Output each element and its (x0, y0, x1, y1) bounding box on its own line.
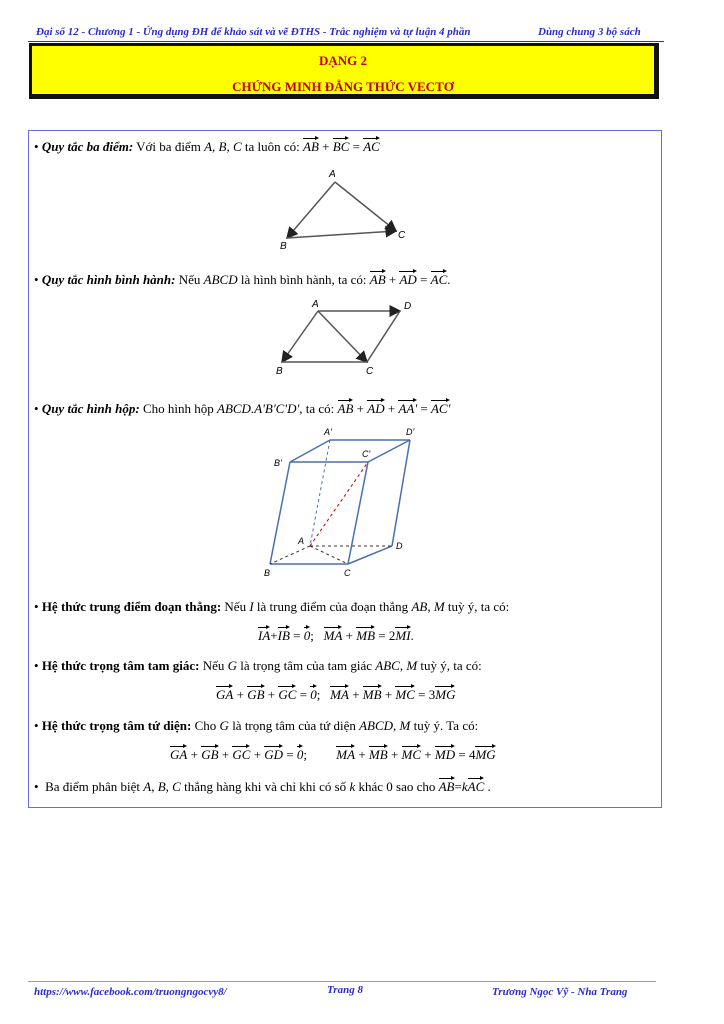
point-label: C (344, 568, 351, 578)
vector: GB (247, 687, 265, 702)
vector: AD (399, 272, 417, 287)
rule-label: Quy tắc hình bình hành: (41, 272, 176, 287)
edge (270, 462, 290, 564)
formula-tetrahedron-centroid (170, 745, 496, 763)
zero-vector: 0 (303, 628, 311, 643)
vector: MG (435, 687, 456, 702)
point-label: C' (362, 449, 371, 459)
rule-text: tuỳ ý, ta có: (447, 599, 510, 614)
hidden-edge (270, 546, 310, 564)
vector: AC (363, 139, 380, 154)
zero-vector: 0 (310, 687, 317, 702)
vector: MB (356, 628, 376, 643)
operator: + (388, 272, 397, 287)
math-var: G (219, 718, 229, 733)
operator: + (358, 747, 366, 762)
vector: AB (303, 139, 319, 154)
rule-text: Cho hình hộp (142, 401, 214, 416)
point-label: B (276, 366, 283, 377)
operator: = (352, 139, 360, 154)
vector: AC (430, 272, 448, 287)
punct: ; (303, 747, 308, 762)
math-name: ABCD.A'B'C'D' (217, 401, 300, 416)
vector: GC (278, 687, 297, 702)
vector: MC (401, 747, 422, 762)
formula-midpoint (258, 626, 414, 644)
vector: AC (467, 779, 485, 794)
point-label: A (312, 299, 319, 310)
operator: + (424, 747, 432, 762)
math-var: M (433, 599, 445, 614)
math-var: I (249, 599, 254, 614)
parallelogram-figure (270, 296, 420, 380)
point-label: B (264, 568, 271, 578)
rule-parallelogram (34, 270, 451, 288)
vector-BC (287, 231, 396, 238)
footer-author: Trương Ngọc Vỹ - Nha Trang (492, 986, 628, 998)
vector: AB (369, 272, 386, 287)
punct: , (393, 718, 397, 733)
vector: MI (395, 628, 411, 643)
vector: MA (323, 628, 343, 643)
punct: ; (316, 687, 321, 702)
rule-text: Cho (194, 718, 217, 733)
rule-text: Ba điểm phân biệt (45, 779, 141, 794)
vector-AB (287, 182, 335, 238)
point-label: D' (406, 427, 415, 437)
operator: + (356, 401, 365, 416)
vector: MC (395, 687, 415, 702)
rule-label: Quy tắc hình hộp: (41, 401, 140, 416)
punct: ; (310, 628, 314, 643)
vector: IA (258, 628, 271, 643)
rule-label: Hệ thức trung điểm đoạn thẳng: (41, 599, 222, 614)
title-line1: DẠNG 2 (318, 53, 368, 68)
point-label: D (404, 301, 412, 312)
operator: = (420, 272, 428, 287)
edge (348, 462, 368, 564)
operator: = (418, 687, 426, 702)
vector: AA' (398, 401, 418, 416)
operator: + (190, 747, 198, 762)
point-label: B (280, 241, 287, 252)
edge-DC (367, 311, 400, 362)
math-points: A, B, C (204, 139, 242, 154)
math-var: M (406, 658, 418, 673)
coefficient: 3 (428, 687, 436, 702)
bullet: • (34, 272, 39, 287)
rule-text: tuỳ ý. Ta có: (413, 718, 479, 733)
operator: + (345, 628, 353, 643)
edge (392, 440, 410, 546)
rule-triangle-centroid (34, 658, 482, 674)
vector: IB (277, 628, 290, 643)
operator: + (384, 687, 393, 702)
math-var: k (349, 779, 356, 794)
hidden-edge (310, 440, 330, 546)
coefficient: 4 (468, 747, 476, 762)
parallelepiped-figure (258, 424, 428, 584)
footer-link[interactable]: https://www.facebook.com/truongngocvy8/ (34, 986, 227, 998)
point-label: A (298, 536, 305, 546)
operator: = (378, 628, 386, 643)
vector: MA (330, 687, 349, 702)
operator: + (390, 747, 399, 762)
triangle-figure (270, 164, 420, 260)
vector: AC' (430, 401, 451, 416)
operator: + (253, 747, 262, 762)
vector: GC (232, 747, 251, 762)
rule-text: là trọng tâm của tam giác (240, 658, 373, 673)
operator: + (270, 628, 278, 643)
vector-AB (282, 311, 318, 362)
rule-text: là trọng tâm của tứ diện (232, 718, 356, 733)
vector: AB (438, 779, 455, 794)
rule-midpoint (34, 599, 509, 615)
point-label: A (329, 169, 336, 180)
zero-vector: 0 (296, 747, 304, 762)
edge (290, 440, 330, 462)
point-label: B' (274, 458, 282, 468)
vector: BC (332, 139, 350, 154)
vector-AC (335, 182, 396, 231)
operator: = (299, 687, 308, 702)
bullet: • (34, 401, 39, 416)
rule-three-points (34, 137, 380, 155)
header-left: Đại số 12 - Chương 1 - Ứng dụng ĐH để khảo sát và vẽ ĐTHS - Trắc nghiệm và tự luận 4 phần (36, 26, 471, 38)
hidden-edge (310, 546, 348, 564)
vector: MB (368, 747, 388, 762)
footer-divider (28, 981, 656, 982)
vector: AD (367, 401, 385, 416)
formula-triangle-centroid (216, 685, 455, 703)
math-name: ABCD (203, 272, 238, 287)
vector: GD (264, 747, 284, 762)
bullet: • (34, 599, 39, 614)
rule-label: Hệ thức trọng tâm tam giác: (41, 658, 200, 673)
math-name: ABC (375, 658, 400, 673)
bullet: • (34, 139, 39, 154)
rule-label: Hệ thức trọng tâm tứ diện: (41, 718, 192, 733)
math-var: k (461, 779, 468, 794)
page-number: Trang 8 (327, 984, 363, 996)
vector: GB (201, 747, 219, 762)
punct: . (487, 779, 491, 794)
rule-text: Nếu (202, 658, 225, 673)
operator: + (322, 139, 330, 154)
bullet: • (34, 779, 39, 794)
rule-parallelepiped (34, 399, 450, 417)
title-line2: CHỨNG MINH ĐẲNG THỨC VECTƠ (232, 79, 454, 94)
punct: . (410, 628, 414, 643)
operator: = (293, 628, 301, 643)
header-divider (28, 41, 664, 42)
point-label: C (366, 366, 374, 377)
rule-tetrahedron-centroid (34, 718, 478, 734)
operator: + (387, 401, 396, 416)
operator: + (267, 687, 276, 702)
edge (348, 546, 392, 564)
vector: MG (475, 747, 496, 762)
punct: . (447, 272, 451, 287)
rule-text: thẳng hàng khi và chỉ khi có số (184, 779, 347, 794)
operator: + (236, 687, 244, 702)
operator: = (454, 779, 462, 794)
operator: + (352, 687, 360, 702)
point-label: C (398, 230, 406, 241)
rule-text: tuỳ ý, ta có: (420, 658, 482, 673)
edge (368, 440, 410, 462)
point-label: A' (324, 427, 332, 437)
operator: = (420, 401, 428, 416)
rule-collinear (34, 777, 491, 795)
vector: MD (434, 747, 456, 762)
math-points: A, B, C (143, 779, 181, 794)
coefficient: 2 (388, 628, 396, 643)
point-label: D (396, 541, 403, 551)
bullet: • (34, 718, 39, 733)
bullet: • (34, 658, 39, 673)
vector-AC (318, 311, 367, 362)
math-var: AB (411, 599, 428, 614)
title-box (29, 43, 659, 99)
rule-text: Nếu (178, 272, 201, 287)
vector: MA (336, 747, 356, 762)
math-var: G (227, 658, 237, 673)
operator: = (458, 747, 466, 762)
rule-text: ta luôn có: (244, 139, 300, 154)
rule-label: Quy tắc ba điểm: (41, 139, 134, 154)
operator: = (286, 747, 294, 762)
rule-text: Nếu (224, 599, 247, 614)
vector: MB (362, 687, 382, 702)
operator: + (221, 747, 230, 762)
vector: AB (337, 401, 354, 416)
vector: GA (170, 747, 188, 762)
rule-text: là hình bình hành, ta có: (240, 272, 367, 287)
punct: , (427, 599, 431, 614)
punct: , (399, 658, 404, 673)
rule-text: là trung điểm của đoạn thẳng (256, 599, 409, 614)
rule-text: Với ba điểm (136, 139, 201, 154)
header-right: Dùng chung 3 bộ sách (538, 26, 641, 38)
rule-text: khác 0 sao cho (358, 779, 436, 794)
math-name: ABCD (359, 718, 394, 733)
vector: GA (216, 687, 234, 702)
rule-text: , ta có: (299, 401, 335, 416)
math-var: M (399, 718, 411, 733)
